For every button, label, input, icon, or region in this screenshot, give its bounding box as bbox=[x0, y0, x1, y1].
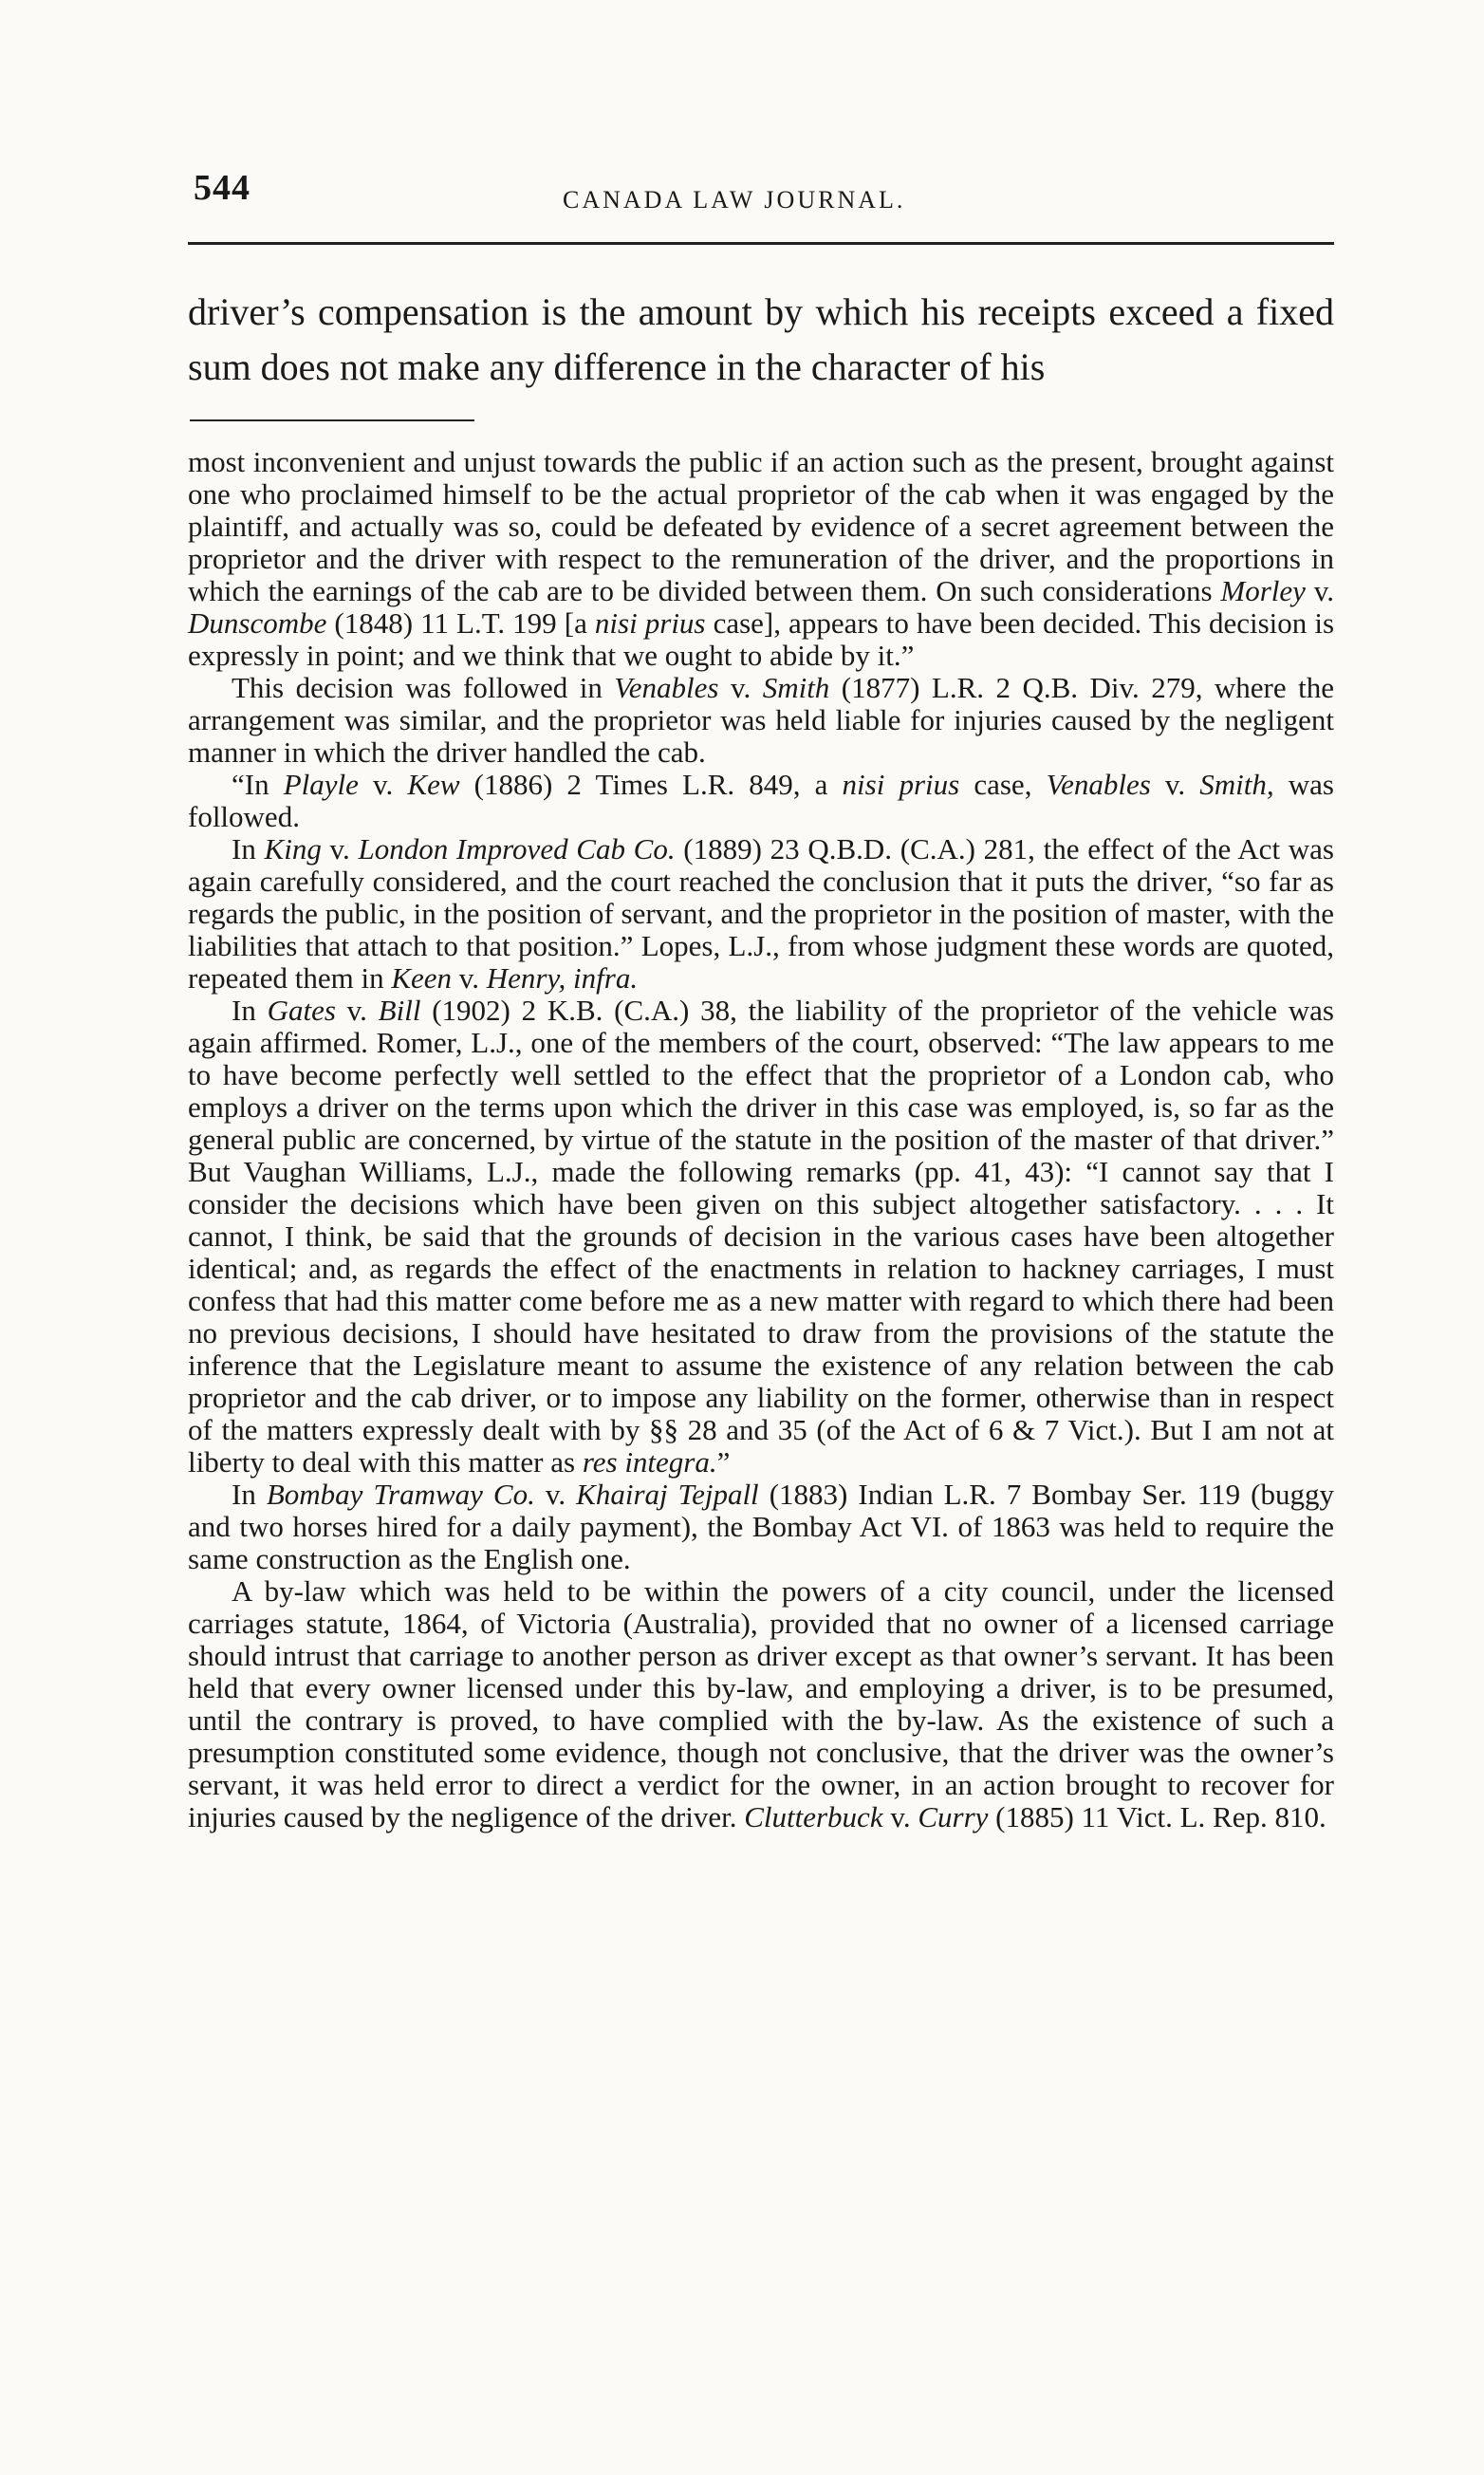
case-name-text: Venables bbox=[1046, 768, 1151, 801]
case-name-text: Playle bbox=[283, 768, 359, 801]
footnote-text: “In bbox=[232, 768, 284, 801]
footnote-text: v. bbox=[1150, 768, 1200, 801]
header-rule bbox=[188, 242, 1334, 245]
case-name-text: Smith, bbox=[1199, 768, 1274, 801]
case-name-text: Khairaj Tejpall bbox=[576, 1478, 759, 1511]
case-name-text: Bombay Tramway Co. bbox=[266, 1478, 535, 1511]
case-name-text: nisi prius bbox=[594, 606, 706, 640]
footnote-paragraph bbox=[188, 446, 1334, 672]
footnote-paragraph bbox=[188, 1479, 1334, 1575]
case-name-text: Kew bbox=[407, 768, 460, 801]
footnote-text: ” bbox=[716, 1445, 731, 1479]
case-name-text: Henry, infra. bbox=[486, 961, 639, 995]
footnote-text: (1877) L.R. 2 Q.B. Div. 279, where the arrangement was similar, and the proprietor was held liable for injuries caused by the negligent manner in which the driver handled the cab. bbox=[188, 671, 1334, 769]
footnote-text: In bbox=[232, 994, 268, 1027]
footnote-paragraph bbox=[188, 769, 1334, 833]
case-name-text: res integra. bbox=[582, 1445, 717, 1479]
footnote-text: case], appears to have been decided. This decision is expressly in point; and we think that we ought to abide by it.” bbox=[188, 606, 1335, 672]
footnote-text: v. bbox=[335, 994, 379, 1027]
footnote-text: (1902) 2 K.B. (C.A.) 38, the liability of the proprietor of the vehicle was again affirmed. Romer, L.J., one of the members of the court, observed: “The law appears to me to have become perfectly well settled to the effect that the proprietor of a London cab, who employs a driver on the terms upon which the driver in this case was employed, is, so far as the general public are concerned, by virtue of the statute in the position of the master of that driver.” But Vaughan Williams, L.J., made the following remarks (pp. 41, 43): “I cannot say that I consider the decisions which have been given on this subject altogether satisfactory. . . . It cannot, I think, be said that the grounds of decision in the various cases have been altogether identical; and, as regards the effect of the enactments in relation to hackney carriages, I must confess that had this matter come before me as a new matter with regard to which there had been no previous decisions, I should have hesitated to draw from the provisions of the statute the inference that the Legislature meant to assume the existence of any relation between the cab proprietor and the cab driver, or to impose any liability on the former, otherwise than in respect of the matters expressly dealt with by §§ 28 and 35 (of the Act of 6 & 7 Vict.). But I am not at liberty to deal with this matter as bbox=[188, 994, 1334, 1479]
footnote-text: v. bbox=[534, 1478, 577, 1511]
case-name-text: London Improved Cab Co. bbox=[358, 832, 676, 865]
footnote-paragraph bbox=[188, 995, 1334, 1479]
footnote-rule bbox=[190, 419, 474, 421]
footnote-text: v. bbox=[718, 671, 763, 704]
footnote-text: (1886) 2 Times L.R. 849, a bbox=[459, 768, 843, 801]
footnote-paragraph bbox=[188, 1575, 1334, 1833]
footnote-text: v. bbox=[321, 832, 359, 865]
footnote-text: (1889) 23 Q.B.D. (C.A.) 281, the effect of the Act was again carefully considered, and the court reached the conclusion that it puts the driver, “so far as regards the public, in the position of servant, and the proprietor in the position of master, with the liabilities that attach to that position.” Lopes, L.J., from whose judgment these words are quoted, repeated them in bbox=[188, 832, 1334, 995]
page-number: 544 bbox=[194, 168, 250, 208]
footnote-text: v. bbox=[452, 961, 487, 995]
footnote-text: In bbox=[232, 1478, 267, 1511]
footnote-text: was followed. bbox=[188, 768, 1334, 833]
case-name-text: Bill bbox=[378, 994, 421, 1027]
footnote-text: v. bbox=[882, 1800, 918, 1833]
case-name-text: Venables bbox=[614, 671, 719, 704]
footnote-text: A by-law which was held to be within the powers of a city council, under the licensed carriages statute, 1864, of Victoria (Australia), provided that no owner of a licensed carriage should intrust that carriage to another person as driver except as that owner’s servant. It has been held that every owner licensed under this by-law, and employing a driver, is to be presumed, until the contrary is proved, to have complied with the by-law. As the existence of such a presumption constituted some evidence, though not conclusive, that the driver was the owner’s servant, it was held error to direct a verdict for the owner, in an action brought to recover for injuries caused by the negligence of the driver. bbox=[188, 1574, 1334, 1833]
case-name-text: nisi prius bbox=[842, 768, 960, 801]
footnote-text: v. bbox=[358, 768, 408, 801]
case-name-text: Gates bbox=[267, 994, 336, 1027]
case-name-text: Dunscombe bbox=[188, 606, 327, 640]
footnote-text: most inconvenient and unjust towards the public if an action such as the present, brought against one who proclaimed himself to be the actual proprietor of the cab when it was engaged by the plaintiff, and actually was so, could be defeated by evidence of a secret agreement between the proprietor and the driver with respect to the remuneration of the driver, and the proportions in which the earnings of the cab are to be divided between them. On such considerations bbox=[188, 445, 1334, 607]
footnote-text: (1885) 11 Vict. L. Rep. 810. bbox=[988, 1800, 1326, 1833]
footnote-text: This decision was followed in bbox=[232, 671, 615, 704]
case-name-text: Morley bbox=[1220, 574, 1306, 607]
footnote-text: (1848) 11 L.T. 199 [a bbox=[326, 606, 595, 640]
running-title: CANADA LAW JOURNAL. bbox=[563, 186, 906, 214]
footnote bbox=[188, 446, 1334, 1833]
case-name-text: Keen bbox=[391, 961, 453, 995]
footnote-text: v. bbox=[1305, 574, 1334, 607]
footnote-paragraph bbox=[188, 672, 1334, 769]
case-name-text: Smith bbox=[762, 671, 830, 704]
main-text: driver’s compensation is the amount by which his receipts exceed a fixed sum does not make any difference in the character of his bbox=[188, 290, 1334, 388]
footnote-text: (1883) Indian L.R. 7 Bombay Ser. 119 (buggy and two horses hired for a daily payment), the Bombay Act VI. of 1863 was held to require the same construction as the English one. bbox=[188, 1478, 1334, 1575]
footnote-text: In bbox=[232, 832, 265, 865]
page-header bbox=[188, 159, 1334, 216]
case-name-text: Clutterbuck bbox=[744, 1800, 883, 1833]
case-name-text: Curry bbox=[918, 1800, 989, 1833]
footnote-text: case, bbox=[959, 768, 1047, 801]
case-name-text: King bbox=[264, 832, 322, 865]
footnote-paragraph bbox=[188, 833, 1334, 995]
